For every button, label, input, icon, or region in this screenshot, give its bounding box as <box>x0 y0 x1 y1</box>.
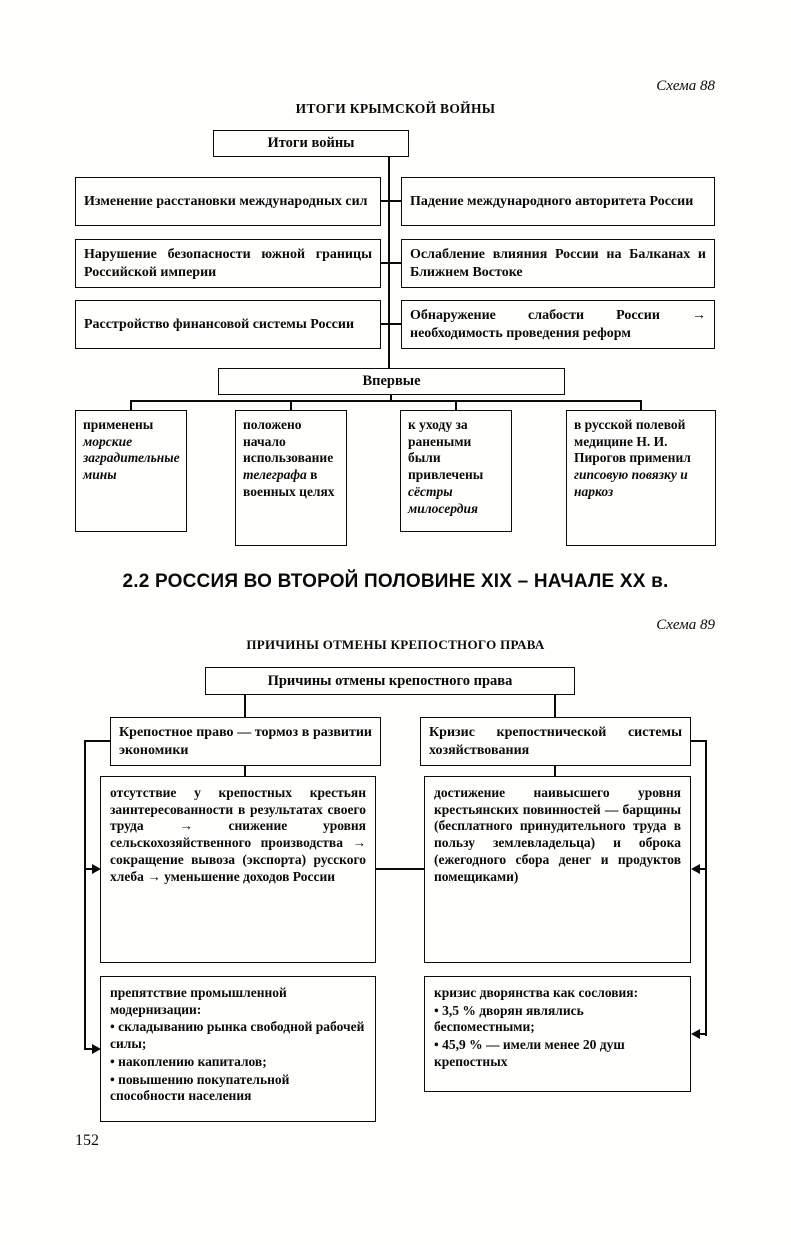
connector-line <box>455 400 457 410</box>
d2-right-box-1-text: достижение наивысшего уровня крестьянских повинностей — барщины (бесплатного принудительного труда в пользу землевладельца) и оброка (ежегодного сбора денег и продуктов помещиками) <box>434 785 681 884</box>
connector-line <box>705 740 707 1036</box>
d1-left-box-1 <box>75 177 381 226</box>
d2-left-box-2 <box>100 976 376 1122</box>
connector-line <box>640 400 642 410</box>
arrowhead-left-icon <box>691 864 700 874</box>
arrowhead-right-icon <box>92 864 101 874</box>
arrowhead-right-icon <box>92 1044 101 1054</box>
d1-left-box-1-text: Изменение расстановки международных сил <box>84 193 368 209</box>
connector-line <box>84 740 86 1050</box>
first-time-box-4-text: в русской полевой медицине Н. И. Пирогов применил гипсовую повязку и наркоз <box>574 417 691 499</box>
first-time-box-1 <box>75 410 187 532</box>
connector-line <box>244 766 246 776</box>
diagram2-title: ПРИЧИНЫ ОТМЕНЫ КРЕПОСТНОГО ПРАВА <box>246 637 545 652</box>
page-number: 152 <box>75 1132 99 1149</box>
d2-right-box-2 <box>424 976 691 1092</box>
d2-right-box-1 <box>424 776 691 963</box>
diagram2-root-box <box>205 667 575 695</box>
diagram1-root-label: Итоги войны <box>267 135 355 152</box>
firsts-root-label: Впервые <box>362 373 421 390</box>
diagram1-root-box <box>213 130 409 157</box>
connector-line <box>381 262 401 264</box>
d2-left-box-1-text: отсутствие у крепостных крестьян заинтересованности в результатах своего труда → снижение уровня сельскохозяйственного производства → сокращение вывоза (экспорта) русского хлеба → уменьшение доходов России <box>110 785 366 884</box>
connector-line <box>290 400 292 410</box>
first-time-box-2-text: положено начало использование телеграфа в военных целях <box>243 417 335 499</box>
connector-line <box>554 695 556 717</box>
bullet-item: • 45,9 % — имели менее 20 душ крепостных <box>434 1037 625 1069</box>
connector-line <box>244 695 246 717</box>
connector-line <box>130 400 132 410</box>
d2-right-header-text: Кризис крепостнической системы хозяйствования <box>429 725 682 758</box>
connector-line <box>381 323 401 325</box>
arrowhead-left-icon <box>691 1029 700 1039</box>
first-time-box-4 <box>566 410 716 546</box>
d2-right-header-box <box>420 717 691 766</box>
d2-left-header-box <box>110 717 381 766</box>
connector-line <box>85 740 110 742</box>
scheme-88-label: Схема 88 <box>656 78 715 94</box>
diagram1-title: ИТОГИ КРЫМСКОЙ ВОЙНЫ <box>295 101 496 116</box>
d1-right-box-1 <box>401 177 715 226</box>
bullet-item: • 3,5 % дворян являлись беспоместными; <box>434 1002 584 1035</box>
d2-left-box-1 <box>100 776 376 963</box>
bullet-item: • накоплению капиталов; <box>110 1053 267 1069</box>
diagram2-root-label: Причины отмены крепостного права <box>267 672 513 689</box>
bullet-item: • повышению покупательной способности населения <box>110 1071 290 1104</box>
first-time-box-1-text: применены морские заградительные мины <box>83 417 180 483</box>
d2-left-box-2-heading: препятствие промышленной модернизации: <box>110 985 287 1017</box>
connector-line <box>554 766 556 776</box>
section-heading: 2.2 РОССИЯ ВО ВТОРОЙ ПОЛОВИНЕ XIX – НАЧАЛЕ XX в. <box>122 571 669 592</box>
connector-line <box>130 400 642 402</box>
d1-left-box-2 <box>75 239 381 288</box>
firsts-root-box <box>218 368 565 395</box>
d1-right-box-2 <box>401 239 715 288</box>
connector-line <box>376 868 424 870</box>
d1-left-box-3 <box>75 300 381 349</box>
d2-left-header-text: Крепостное право — тормоз в развитии экономики <box>119 725 372 758</box>
d2-right-box-2-heading: кризис дворянства как сословия: <box>434 985 639 1000</box>
d1-right-box-3 <box>401 300 715 349</box>
d1-left-box-3-text: Расстройство финансовой системы России <box>84 316 355 332</box>
scheme-89-label: Схема 89 <box>656 617 715 633</box>
connector-line <box>381 200 401 202</box>
d1-left-box-2-text: Нарушение безопасности южной границы Российской империи <box>84 247 372 280</box>
first-time-box-3 <box>400 410 512 532</box>
first-time-box-2 <box>235 410 347 546</box>
d1-right-box-3-text: Обнаружение слабости России → необходимость проведения реформ <box>410 308 706 341</box>
bullet-item: • складыванию рынка свободной рабочей силы; <box>110 1019 365 1052</box>
first-time-box-3-text: к уходу за ранеными были привлечены сёстры милосердия <box>408 417 484 516</box>
d1-right-box-2-text: Ослабление влияния России на Балканах и Ближнем Востоке <box>410 247 706 280</box>
d1-right-box-1-text: Падение международного авторитета России <box>410 193 694 209</box>
